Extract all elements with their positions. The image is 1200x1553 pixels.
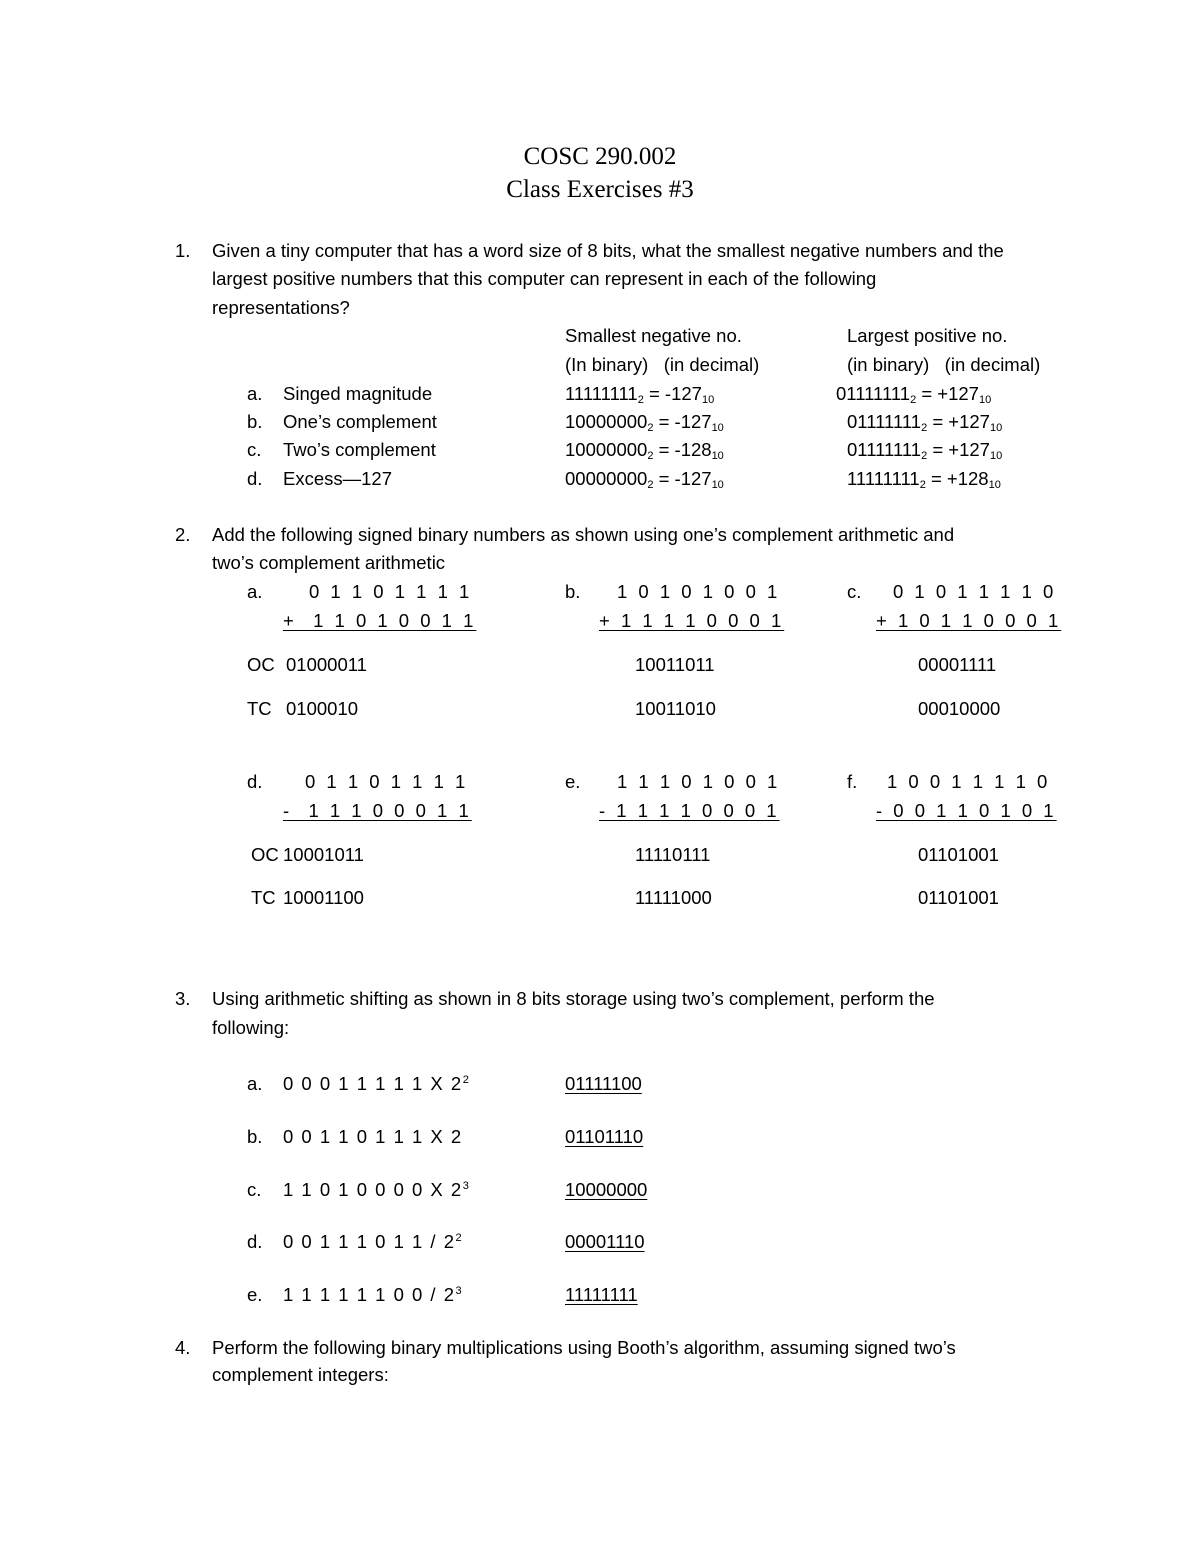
q2-problem-tc-result: 0100010 [286, 698, 359, 719]
q4-text-line-1: Perform the following binary multiplications using Booth’s algorithm, assuming signed two’s [212, 1337, 956, 1358]
q1-number: 1. [175, 240, 191, 261]
q2-problem-letter: f. [847, 771, 858, 792]
q1-row-letter: d. [247, 468, 263, 489]
q2-oc-label: OC [251, 844, 279, 865]
q1-row-label: Singed magnitude [283, 383, 433, 404]
q2-problem-oc-result: 10011011 [635, 654, 715, 675]
page-title: Class Exercises #3 [506, 176, 694, 203]
q3-item-expression: 1 1 0 1 0 0 0 0 X $2^3$ [283, 1179, 471, 1200]
q1-row-positive: $11111111_2 = +128_{10}$ [847, 468, 1001, 491]
q2-problem-letter: a. [247, 581, 263, 602]
q2-tc-label: TC [251, 887, 276, 908]
q2-problem-oc-result: 01101001 [918, 844, 999, 865]
q3-item-answer: 01101110 [565, 1126, 644, 1147]
q1-row-letter: c. [247, 439, 262, 460]
q2-tc-label: TC [247, 698, 272, 719]
q3-item-expression: 0 0 1 1 0 1 1 1 X 2 [283, 1126, 463, 1147]
q2-problem-oc-result: 10001011 [283, 844, 364, 865]
q2-problem-tc-result: 10011010 [635, 698, 716, 719]
q2-problem-tc-result: 11111000 [635, 887, 712, 908]
q1-row-label: Two’s complement [283, 439, 436, 460]
q1-text-line-1: Given a tiny computer that has a word size of 8 bits, what the smallest negative numbers and the [212, 240, 1004, 261]
q3-item-letter: a. [247, 1073, 263, 1094]
q2-problem-letter: d. [247, 771, 263, 792]
q2-problem-letter: c. [847, 581, 862, 602]
q2-problem-oc-result: 11110111 [635, 844, 711, 865]
q3-item-letter: b. [247, 1126, 263, 1147]
q2-problem-bottom-operand: - 1 1 1 1 0 0 0 1 [599, 800, 780, 821]
q3-item-answer: 11111111 [565, 1284, 638, 1305]
q2-problem-tc-result: 10001100 [283, 887, 364, 908]
q2-problem-top-operand: 1 0 1 0 1 0 0 1 [617, 581, 781, 602]
q3-text-line-2: following: [212, 1017, 290, 1038]
q1-row-letter: a. [247, 383, 263, 404]
q2-problem-bottom-operand: - 0 0 1 1 0 1 0 1 [876, 800, 1057, 821]
q2-problem-letter: e. [565, 771, 581, 792]
q1-col-head-positive: Largest positive no. [847, 325, 1008, 346]
q4-text-line-2: complement integers: [212, 1364, 389, 1385]
q3-item-letter: e. [247, 1284, 263, 1305]
q1-row-positive: $01111111_2 = +127_{10}$ [847, 411, 1003, 434]
q1-row-label: Excess—127 [283, 468, 392, 489]
q3-item-expression: 0 0 1 1 1 0 1 $1 / 2^2$ [283, 1231, 464, 1252]
q1-row-negative: $10000000_2 = -127_{10}$ [565, 411, 724, 434]
q1-row-letter: b. [247, 411, 263, 432]
q2-problem-bottom-operand: + 1 1 1 1 0 0 0 1 [599, 610, 785, 631]
q2-problem-bottom-operand: - 1 1 1 0 0 0 1 1 [283, 800, 472, 821]
q1-row-positive: $01111111_2 = +127_{10}$ [836, 383, 992, 406]
q1-row-negative: $11111111_2 = -127_{10}$ [565, 383, 715, 406]
q1-row-negative: $10000000_2 = -128_{10}$ [565, 439, 724, 462]
q3-number: 3. [175, 988, 191, 1009]
q2-problem-top-operand: 1 0 0 1 1 1 1 0 [887, 771, 1051, 792]
q3-item-letter: d. [247, 1231, 263, 1252]
q1-text-line-2: largest positive numbers that this computer can represent in each of the following [212, 268, 877, 289]
q1-col-sub-positive: (in binary) (in decimal) [847, 354, 1041, 375]
q1-row-negative: $00000000_2 = -127_{10}$ [565, 468, 724, 491]
q1-row-positive: $01111111_2 = +127_{10}$ [847, 439, 1003, 462]
q2-text-line-1: Add the following signed binary numbers as shown using one’s complement arithmetic and [212, 524, 955, 545]
q3-item-letter: c. [247, 1179, 262, 1200]
q2-problem-oc-result: 01000011 [286, 654, 367, 675]
q1-text-line-3: representations? [212, 297, 350, 318]
q2-problem-top-operand: 0 1 0 1 1 1 1 0 [893, 581, 1057, 602]
course-title: COSC 290.002 [523, 143, 677, 170]
q2-problem-letter: b. [565, 581, 581, 602]
q3-item-answer: 00001110 [565, 1231, 645, 1252]
q1-col-head-negative: Smallest negative no. [565, 325, 742, 346]
q2-problem-oc-result: 00001111 [918, 654, 997, 675]
q3-text-line-1: Using arithmetic shifting as shown in 8 bits storage using two’s complement, perform the [212, 988, 935, 1009]
q2-problem-bottom-operand: + 1 1 0 1 0 0 1 1 [283, 610, 477, 631]
q2-problem-tc-result: 00010000 [918, 698, 1001, 719]
q3-item-answer: 10000000 [565, 1179, 648, 1200]
q2-problem-tc-result: 01101001 [918, 887, 999, 908]
q3-item-answer: 01111100 [565, 1073, 642, 1094]
q2-problem-bottom-operand: + 1 0 1 1 0 0 0 1 [876, 610, 1062, 631]
q1-row-label: One’s complement [283, 411, 437, 432]
q3-item-expression: 1 1 1 1 1 1 0 $0 / 2^3$ [283, 1284, 464, 1305]
q2-oc-label: OC [247, 654, 275, 675]
q2-problem-top-operand: 0 1 1 0 1 1 1 1 [309, 581, 473, 602]
q2-text-line-2: two’s complement arithmetic [212, 552, 446, 573]
q1-col-sub-negative: (In binary) (in decimal) [565, 354, 760, 375]
q2-problem-top-operand: 1 1 1 0 1 0 0 1 [617, 771, 781, 792]
q4-number: 4. [175, 1337, 191, 1358]
q2-number: 2. [175, 524, 191, 545]
q2-problem-top-operand: 0 1 1 0 1 1 1 1 [305, 771, 469, 792]
q3-item-expression: 0 0 0 1 1 1 1 1 X $2^2$ [283, 1073, 471, 1094]
